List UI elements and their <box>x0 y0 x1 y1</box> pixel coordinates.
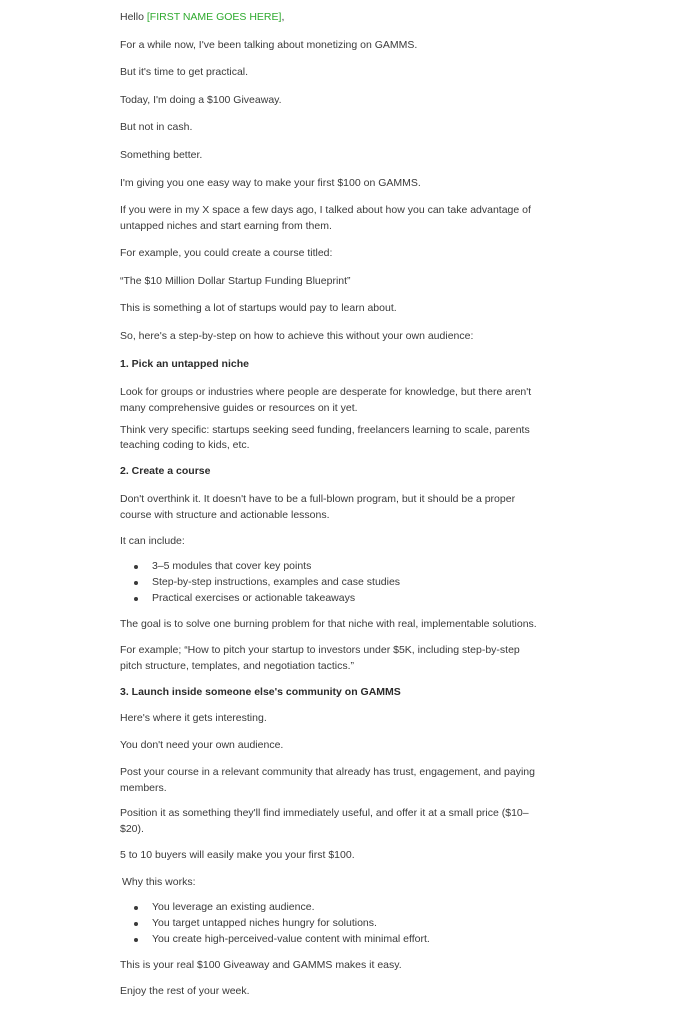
closing-giveaway: This is your real $100 Giveaway and GAMMS makes it easy. <box>120 959 402 971</box>
bullet-dot <box>134 565 138 569</box>
intro-paragraph-3: Today, I'm doing a $100 Giveaway. <box>120 94 282 106</box>
step2-bullet-1: 3–5 modules that cover key points <box>152 560 312 572</box>
why-bullet-2: You target untapped niches hungry for solutions. <box>152 917 377 929</box>
step2-example-line-1: For example; “How to pitch your startup to investors under $5K, including step-by-step <box>120 644 520 656</box>
example-intro: For example, you could create a course titled: <box>120 247 333 259</box>
step3-interesting: Here's where it gets interesting. <box>120 712 267 724</box>
first-name-placeholder: [FIRST NAME GOES HERE] <box>146 11 282 23</box>
course-title: “The $10 Million Dollar Startup Funding Blueprint” <box>120 275 351 287</box>
step3-position-line-1: Position it as something they'll find immediately useful, and offer it at a small price ($10– <box>120 807 529 819</box>
step2-p1-line-2: course with structure and actionable lessons. <box>120 509 330 521</box>
step1-p2-line-2: teaching coding to kids, etc. <box>120 439 250 451</box>
step2-goal: The goal is to solve one burning problem for that niche with real, implementable solutions. <box>120 618 537 630</box>
step2-heading: 2. Create a course <box>120 465 211 477</box>
why-bullet-1: You leverage an existing audience. <box>152 901 315 913</box>
step3-no-audience: You don't need your own audience. <box>120 739 284 751</box>
step3-post-line-2: members. <box>120 782 167 794</box>
intro-paragraph-1: For a while now, I've been talking about monetizing on GAMMS. <box>120 39 418 51</box>
bullet-dot <box>134 922 138 926</box>
bullet-dot <box>134 597 138 601</box>
step2-bullet-3: Practical exercises or actionable takeaways <box>152 592 356 604</box>
greeting-prefix: Hello <box>120 11 147 23</box>
step3-buyers: 5 to 10 buyers will easily make you your first $100. <box>120 849 355 861</box>
greeting-suffix: , <box>281 11 285 23</box>
bullet-dot <box>134 938 138 942</box>
step3-heading: 3. Launch inside someone else's community on GAMMS <box>120 686 401 698</box>
step2-p1-line-1: Don't overthink it. It doesn't have to be a full-blown program, but it should be a proper <box>120 493 516 505</box>
step1-p1-line-1: Look for groups or industries where people are desperate for knowledge, but there aren't <box>120 386 532 398</box>
startup-note: This is something a lot of startups would pay to learn about. <box>120 302 397 314</box>
x-space-line-1: If you were in my X space a few days ago, I talked about how you can take advantage of <box>120 204 531 216</box>
step1-p1-line-2: many comprehensive guides or resources on it yet. <box>120 402 358 414</box>
step2-include-label: It can include: <box>120 535 185 547</box>
why-label: Why this works: <box>122 876 196 888</box>
step-intro: So, here's a step-by-step on how to achieve this without your own audience: <box>120 330 474 342</box>
step3-post-line-1: Post your course in a relevant community that already has trust, engagement, and paying <box>120 766 535 778</box>
intro-paragraph-4: But not in cash. <box>120 121 193 133</box>
step1-heading: 1. Pick an untapped niche <box>120 358 249 370</box>
step2-example-line-2: pitch structure, templates, and negotiation tactics.” <box>120 660 355 672</box>
bullet-dot <box>134 906 138 910</box>
closing-enjoy: Enjoy the rest of your week. <box>120 985 250 997</box>
greeting <box>120 9 284 25</box>
step3-position-line-2: $20). <box>120 823 144 835</box>
intro-paragraph-2: But it's time to get practical. <box>120 66 249 78</box>
step2-bullet-2: Step-by-step instructions, examples and case studies <box>152 576 401 588</box>
why-bullet-3: You create high-perceived-value content with minimal effort. <box>152 933 430 945</box>
intro-paragraph-5: Something better. <box>120 149 203 161</box>
bullet-dot <box>134 581 138 585</box>
x-space-line-2: untapped niches and start earning from them. <box>120 220 332 232</box>
step1-p2-line-1: Think very specific: startups seeking seed funding, freelancers learning to scale, parents <box>120 424 530 436</box>
intro-paragraph-6: I'm giving you one easy way to make your first $100 on GAMMS. <box>120 177 421 189</box>
